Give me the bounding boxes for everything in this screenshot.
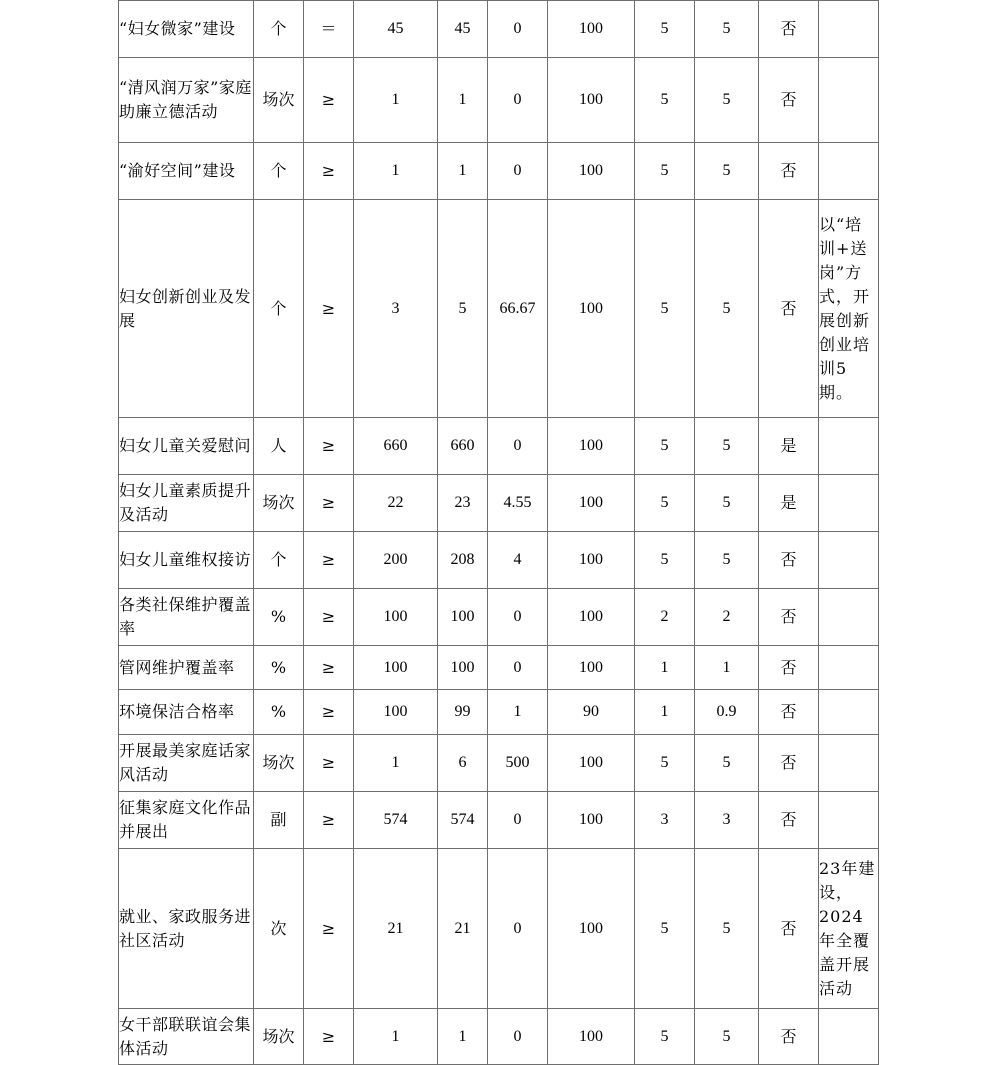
unit-cell: 场次 — [254, 1009, 304, 1065]
performance-indicator-table — [118, 0, 879, 1065]
actual-value-cell: 1 — [438, 1009, 488, 1065]
actual-value-cell: 6 — [438, 735, 488, 792]
indicator-name-cell: 管网维护覆盖率 — [119, 646, 254, 690]
remark-cell — [819, 589, 879, 646]
remark-cell — [819, 58, 879, 143]
flag-cell: 否 — [759, 200, 819, 418]
remark-cell — [819, 1009, 879, 1065]
unit-cell: 场次 — [254, 58, 304, 143]
table-body — [119, 1, 879, 1065]
target-value-cell: 100 — [354, 646, 438, 690]
score-cell: 5 — [695, 735, 759, 792]
unit-cell: 场次 — [254, 735, 304, 792]
indicator-name-cell: 开展最美家庭话家风活动 — [119, 735, 254, 792]
weight-cell: 5 — [635, 735, 695, 792]
flag-cell: 否 — [759, 58, 819, 143]
score-cell: 3 — [695, 792, 759, 849]
score-rate-cell: 100 — [548, 418, 635, 475]
flag-cell: 否 — [759, 849, 819, 1009]
deviation-cell: 0 — [488, 58, 548, 143]
unit-cell: 场次 — [254, 475, 304, 532]
unit-cell: 个 — [254, 200, 304, 418]
deviation-cell: 0 — [488, 1009, 548, 1065]
target-value-cell: 100 — [354, 589, 438, 646]
score-cell: 5 — [695, 1009, 759, 1065]
deviation-cell: 4 — [488, 532, 548, 589]
score-cell: 5 — [695, 532, 759, 589]
weight-cell: 1 — [635, 690, 695, 735]
score-rate-cell: 100 — [548, 1009, 635, 1065]
score-rate-cell: 100 — [548, 792, 635, 849]
table-row — [119, 1, 879, 58]
target-value-cell: 200 — [354, 532, 438, 589]
operator-cell: ≥ — [304, 849, 354, 1009]
weight-cell: 5 — [635, 418, 695, 475]
weight-cell: 5 — [635, 1009, 695, 1065]
weight-cell: 5 — [635, 58, 695, 143]
target-value-cell: 1 — [354, 58, 438, 143]
weight-cell: 5 — [635, 849, 695, 1009]
remark-cell — [819, 792, 879, 849]
table-row — [119, 418, 879, 475]
deviation-cell: 66.67 — [488, 200, 548, 418]
actual-value-cell: 1 — [438, 143, 488, 200]
target-value-cell: 660 — [354, 418, 438, 475]
actual-value-cell: 23 — [438, 475, 488, 532]
actual-value-cell: 100 — [438, 589, 488, 646]
target-value-cell: 45 — [354, 1, 438, 58]
deviation-cell: 0 — [488, 792, 548, 849]
operator-cell: ≥ — [304, 690, 354, 735]
weight-cell: 3 — [635, 792, 695, 849]
deviation-cell: 0 — [488, 589, 548, 646]
score-cell: 5 — [695, 849, 759, 1009]
actual-value-cell: 45 — [438, 1, 488, 58]
indicator-name-cell: “清风润万家”家庭助廉立德活动 — [119, 58, 254, 143]
operator-cell: ≥ — [304, 1009, 354, 1065]
weight-cell: 5 — [635, 1, 695, 58]
actual-value-cell: 574 — [438, 792, 488, 849]
unit-cell: 个 — [254, 143, 304, 200]
table-row — [119, 690, 879, 735]
remark-cell — [819, 690, 879, 735]
indicator-name-cell: 妇女儿童素质提升及活动 — [119, 475, 254, 532]
score-cell: 5 — [695, 143, 759, 200]
unit-cell: % — [254, 690, 304, 735]
deviation-cell: 4.55 — [488, 475, 548, 532]
flag-cell: 否 — [759, 1, 819, 58]
score-rate-cell: 100 — [548, 849, 635, 1009]
table-row — [119, 200, 879, 418]
deviation-cell: 1 — [488, 690, 548, 735]
table-row — [119, 646, 879, 690]
deviation-cell: 0 — [488, 849, 548, 1009]
target-value-cell: 1 — [354, 735, 438, 792]
score-cell: 0.9 — [695, 690, 759, 735]
remark-cell — [819, 418, 879, 475]
remark-cell: 23年建设，2024年全覆盖开展活动 — [819, 849, 879, 1009]
operator-cell: ≥ — [304, 475, 354, 532]
table-row — [119, 532, 879, 589]
target-value-cell: 1 — [354, 1009, 438, 1065]
score-rate-cell: 100 — [548, 143, 635, 200]
remark-cell — [819, 735, 879, 792]
table-row — [119, 589, 879, 646]
operator-cell: ≥ — [304, 735, 354, 792]
actual-value-cell: 660 — [438, 418, 488, 475]
weight-cell: 5 — [635, 475, 695, 532]
flag-cell: 是 — [759, 475, 819, 532]
indicator-name-cell: “渝好空间”建设 — [119, 143, 254, 200]
table-row — [119, 475, 879, 532]
indicator-name-cell: 各类社保维护覆盖率 — [119, 589, 254, 646]
indicator-name-cell: “妇女微家”建设 — [119, 1, 254, 58]
score-cell: 5 — [695, 200, 759, 418]
flag-cell: 是 — [759, 418, 819, 475]
score-cell: 2 — [695, 589, 759, 646]
table-row — [119, 735, 879, 792]
weight-cell: 2 — [635, 589, 695, 646]
score-rate-cell: 100 — [548, 1, 635, 58]
actual-value-cell: 1 — [438, 58, 488, 143]
weight-cell: 1 — [635, 646, 695, 690]
table-row — [119, 58, 879, 143]
unit-cell: 副 — [254, 792, 304, 849]
remark-cell — [819, 532, 879, 589]
flag-cell: 否 — [759, 1009, 819, 1065]
flag-cell: 否 — [759, 735, 819, 792]
score-cell: 1 — [695, 646, 759, 690]
score-rate-cell: 100 — [548, 532, 635, 589]
score-rate-cell: 100 — [548, 200, 635, 418]
target-value-cell: 574 — [354, 792, 438, 849]
unit-cell: 个 — [254, 532, 304, 589]
indicator-name-cell: 征集家庭文化作品并展出 — [119, 792, 254, 849]
score-rate-cell: 100 — [548, 646, 635, 690]
unit-cell: 个 — [254, 1, 304, 58]
score-rate-cell: 100 — [548, 58, 635, 143]
indicator-name-cell: 妇女儿童维权接访 — [119, 532, 254, 589]
score-cell: 5 — [695, 1, 759, 58]
unit-cell: % — [254, 646, 304, 690]
indicator-name-cell: 妇女儿童关爱慰问 — [119, 418, 254, 475]
weight-cell: 5 — [635, 532, 695, 589]
unit-cell: % — [254, 589, 304, 646]
score-rate-cell: 100 — [548, 475, 635, 532]
deviation-cell: 0 — [488, 143, 548, 200]
operator-cell: ≥ — [304, 532, 354, 589]
flag-cell: 否 — [759, 690, 819, 735]
score-rate-cell: 100 — [548, 589, 635, 646]
flag-cell: 否 — [759, 532, 819, 589]
score-cell: 5 — [695, 58, 759, 143]
unit-cell: 人 — [254, 418, 304, 475]
operator-cell: ≥ — [304, 200, 354, 418]
indicator-name-cell: 女干部联联谊会集体活动 — [119, 1009, 254, 1065]
actual-value-cell: 5 — [438, 200, 488, 418]
unit-cell: 次 — [254, 849, 304, 1009]
table-row — [119, 849, 879, 1009]
score-rate-cell: 100 — [548, 735, 635, 792]
operator-cell: ＝ — [304, 1, 354, 58]
score-rate-cell: 90 — [548, 690, 635, 735]
operator-cell: ≥ — [304, 58, 354, 143]
table-row — [119, 792, 879, 849]
remark-cell: 以“培训+送岗”方式，开展创新创业培训5期。 — [819, 200, 879, 418]
indicator-name-cell: 妇女创新创业及发展 — [119, 200, 254, 418]
weight-cell: 5 — [635, 143, 695, 200]
actual-value-cell: 99 — [438, 690, 488, 735]
indicator-name-cell: 就业、家政服务进社区活动 — [119, 849, 254, 1009]
flag-cell: 否 — [759, 143, 819, 200]
deviation-cell: 0 — [488, 646, 548, 690]
score-cell: 5 — [695, 475, 759, 532]
remark-cell — [819, 143, 879, 200]
score-cell: 5 — [695, 418, 759, 475]
weight-cell: 5 — [635, 200, 695, 418]
remark-cell — [819, 475, 879, 532]
operator-cell: ≥ — [304, 792, 354, 849]
operator-cell: ≥ — [304, 143, 354, 200]
flag-cell: 否 — [759, 792, 819, 849]
target-value-cell: 1 — [354, 143, 438, 200]
target-value-cell: 21 — [354, 849, 438, 1009]
flag-cell: 否 — [759, 589, 819, 646]
actual-value-cell: 208 — [438, 532, 488, 589]
deviation-cell: 500 — [488, 735, 548, 792]
target-value-cell: 22 — [354, 475, 438, 532]
target-value-cell: 100 — [354, 690, 438, 735]
actual-value-cell: 100 — [438, 646, 488, 690]
flag-cell: 否 — [759, 646, 819, 690]
remark-cell — [819, 646, 879, 690]
table-row — [119, 143, 879, 200]
remark-cell — [819, 1, 879, 58]
deviation-cell: 0 — [488, 1, 548, 58]
target-value-cell: 3 — [354, 200, 438, 418]
operator-cell: ≥ — [304, 589, 354, 646]
indicator-name-cell: 环境保洁合格率 — [119, 690, 254, 735]
deviation-cell: 0 — [488, 418, 548, 475]
actual-value-cell: 21 — [438, 849, 488, 1009]
table-row — [119, 1009, 879, 1065]
operator-cell: ≥ — [304, 646, 354, 690]
operator-cell: ≥ — [304, 418, 354, 475]
